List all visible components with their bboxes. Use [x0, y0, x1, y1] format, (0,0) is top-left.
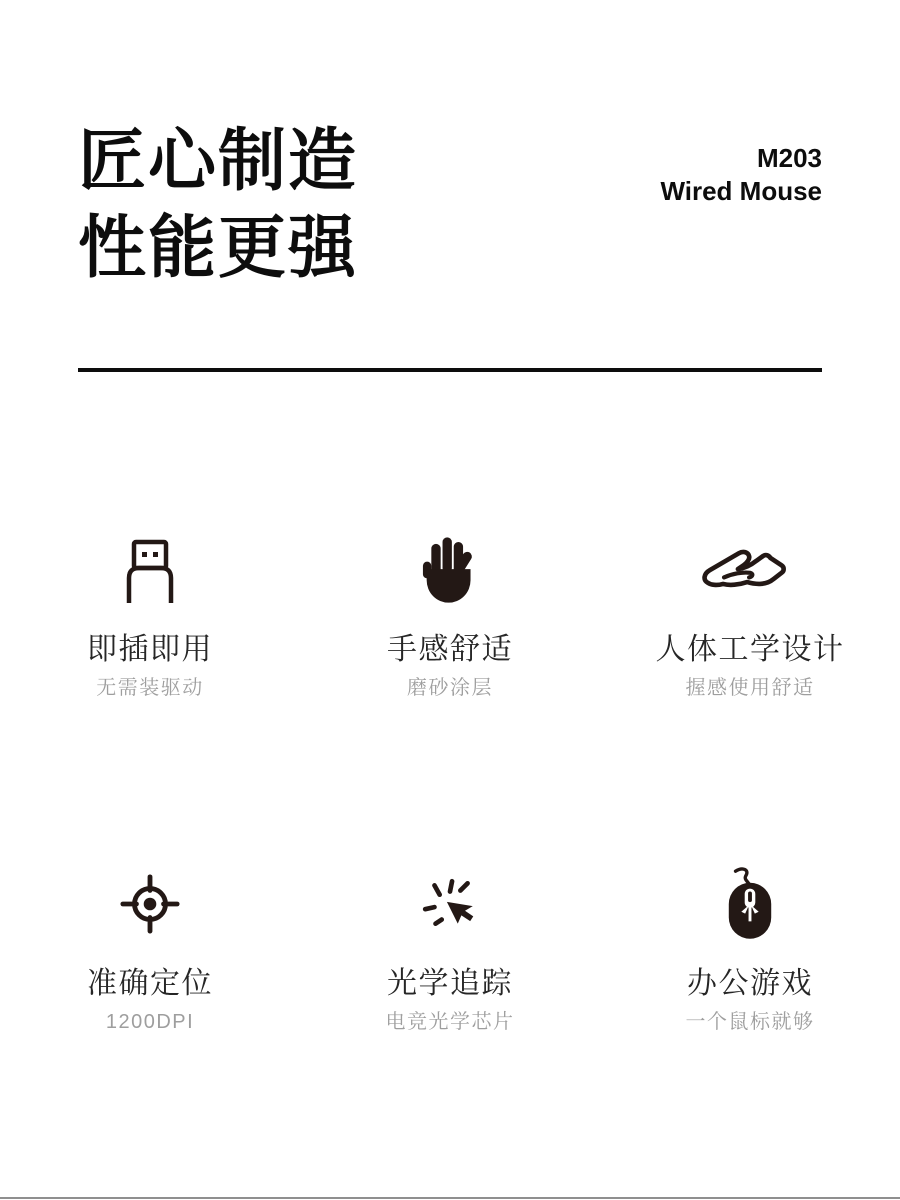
feature-title: 办公游戏	[687, 967, 813, 1000]
feature-subtitle: 无需装驱动	[96, 677, 204, 699]
feature-title: 即插即用	[87, 633, 213, 666]
feature-title: 准确定位	[87, 967, 213, 1000]
feature-subtitle: 一个鼠标就够	[685, 1011, 815, 1033]
feature-subtitle: 1200DPI	[105, 1011, 195, 1033]
header	[78, 118, 822, 292]
mouse-icon	[723, 862, 777, 946]
page-title-line1: 匠心制造	[78, 123, 359, 199]
feature-subtitle: 握感使用舒适	[685, 677, 815, 699]
feature-office-gaming	[600, 862, 900, 1036]
cursor-click-icon	[420, 862, 480, 946]
product-type: Wired Mouse	[660, 176, 822, 206]
feature-ergonomic	[600, 528, 900, 702]
feature-grid	[0, 528, 900, 1036]
feature-accuracy	[0, 862, 300, 1036]
feature-title: 手感舒适	[387, 633, 513, 666]
usb-plug-icon	[118, 528, 182, 612]
model-name: M203	[756, 143, 822, 173]
divider-rule	[78, 368, 822, 372]
feature-comfort	[300, 528, 600, 702]
feature-title: 人体工学设计	[655, 633, 845, 666]
page-title-line2: 性能更强	[78, 210, 359, 286]
feature-plug-and-play	[0, 528, 300, 702]
hand-icon	[422, 528, 478, 612]
feature-optical-tracking	[300, 862, 600, 1036]
feature-subtitle: 电竞光学芯片	[385, 1011, 515, 1033]
feature-title: 光学追踪	[387, 967, 513, 1000]
bottom-hairline	[0, 1197, 900, 1199]
feature-subtitle: 磨砂涂层	[407, 677, 493, 699]
ergonomic-hand-icon	[698, 528, 802, 612]
page-title	[78, 118, 358, 292]
crosshair-icon	[119, 862, 181, 946]
model-block	[660, 142, 822, 208]
